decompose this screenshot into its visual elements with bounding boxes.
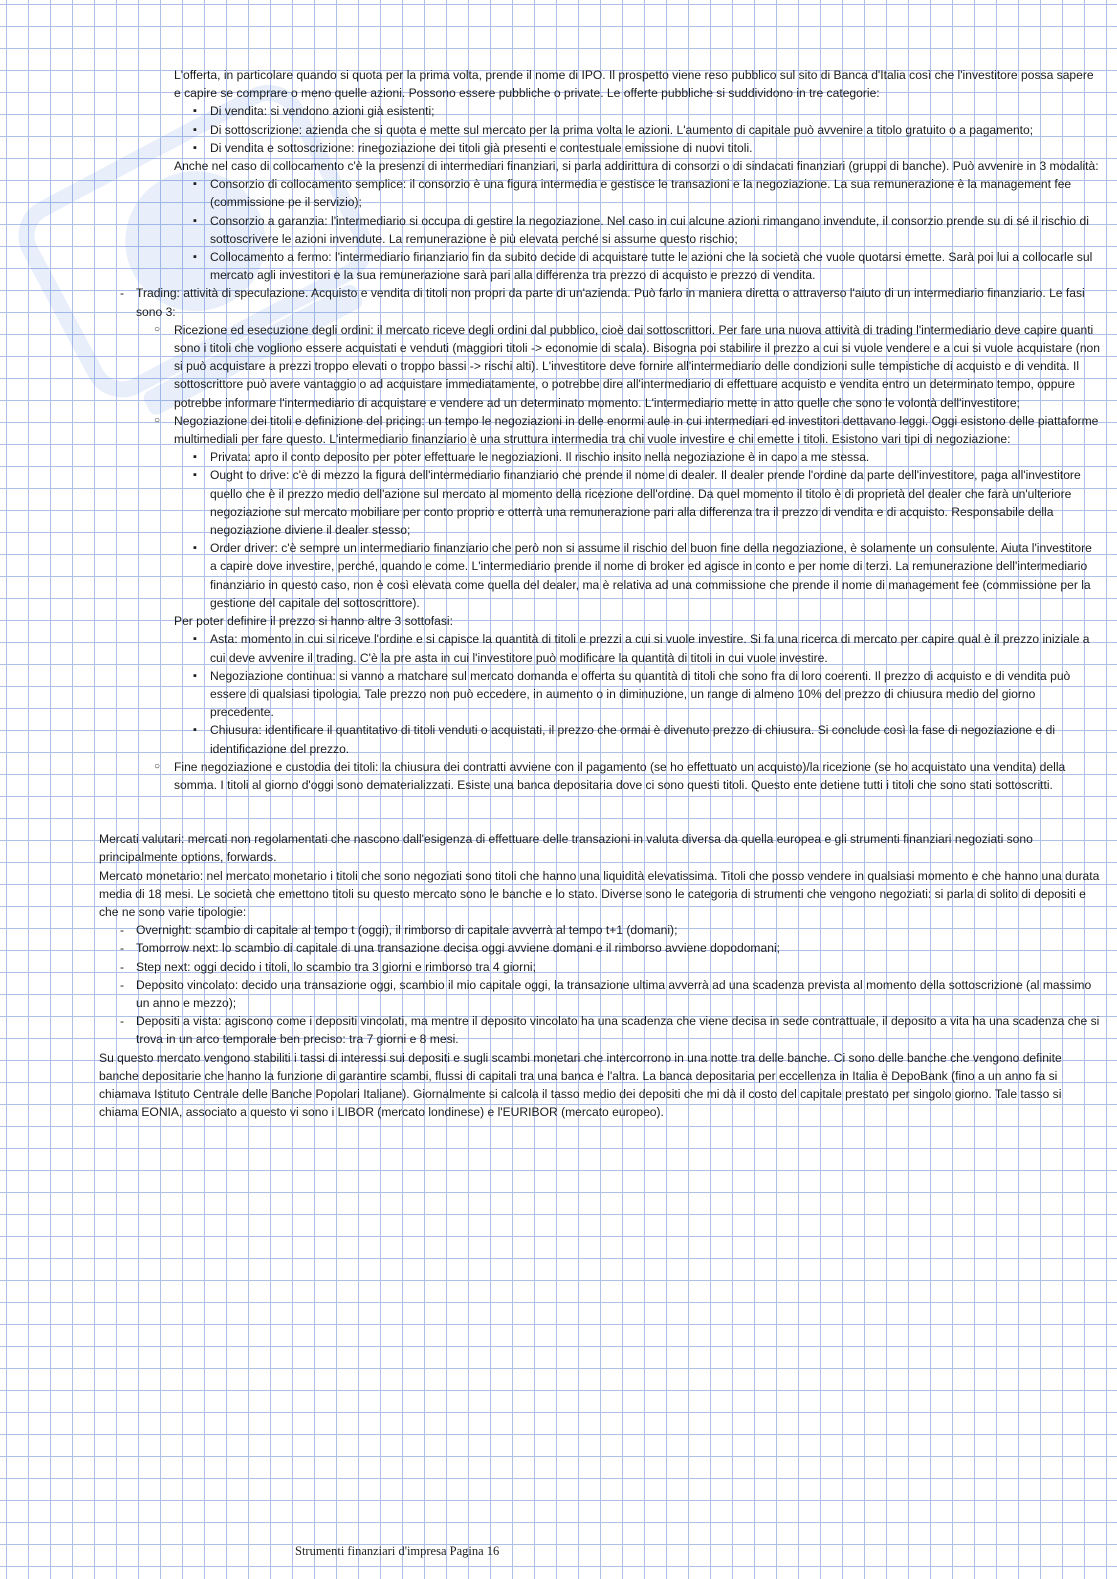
list-item: ▪ Di vendita: si vendono azioni già esistenti;	[0, 102, 1117, 120]
list-item: ▪ Chiusura: identificare il quantitativo di titoli venduti o acquistati, il prezzo che ormai è divenuto prezzo di chiusura. Si conclude così la fase di negoziazione e di identificazione del prezzo.	[0, 721, 1117, 757]
list-item: ▪ Consorzio di collocamento semplice: il consorzio è una figura intermedia e gestisce le transazioni e la negoziazione. La sua remunerazione è la management fee (commissione pe il servizio);	[0, 175, 1117, 211]
paragraph-ipo: L'offerta, in particolare quando si quota per la prima volta, prende il nome di IPO. Il prospetto viene reso pubblico sul sito di Banca d'Italia così che l'investitore possa sapere e capire se comprare o meno quelle azioni. Possono essere pubbliche o private. Le offerte pubbliche si suddividono in tre categorie:	[174, 68, 1094, 101]
page-footer: Strumenti finanziari d'impresa Pagina 16	[295, 1544, 500, 1558]
fase-custodia: ○ Fine negoziazione e custodia dei titoli: la chiusura dei contratti avviene con il pagamento (se ho effettuato un acquisto)/la ricezione (se ho acquistato una vendita) della somma. I titoli al giorno d'oggi sono dematerializzati. Esiste una banca depositaria dove ci sono questi titoli. Questo ente detiene tutti i titoli che sono stati sottoscritti.	[0, 758, 1117, 794]
list-item: ▪ Privata: apro il conto deposito per poter effettuare le negoziazioni. Il rischio insito nella negoziazione è in capo a me stessa.	[0, 448, 1117, 466]
paragraph-valutari: Mercati valutari: mercati non regolamentati che nascono dall'esigenza di effettuare delle transazioni in valuta diversa da quella europea e gli strumenti finanziari negoziati sono principalmente options, forwards.	[99, 832, 1033, 865]
list-item: ▪ Collocamento a fermo: l'intermediario finanziario fin da subito decide di acquistare tutte le azioni che la società che vuole quotarsi emette. Sarà poi lui a collocarle sul mercato agli investitori e la sua remunerazione sarà pari alla differenza tra prezzo di acquisto e prezzo di vendita.	[0, 248, 1117, 284]
list-item: - Deposito vincolato: decido una transazione oggi, scambio il mio capitale oggi, la transazione ultima avverrà ad una scadenza prevista al momento della sottoscrizione (al massimo un anno e mezzo);	[0, 976, 1117, 1012]
list-item: - Depositi a vista: agiscono come i depositi vincolati, ma mentre il deposito vincolato ha una scadenza che viene decisa in sede contrattuale, il deposito a vita ha una scadenza che si trova in un arco temporale ben preciso: tra 7 giorni e 8 mesi.	[0, 1012, 1117, 1048]
list-item: ▪ Di vendita e sottoscrizione: rinegoziazione dei titoli già presenti e contestuale emissione di nuovi titoli.	[0, 139, 1117, 157]
offers-list	[0, 102, 1117, 157]
fase-ricezione: ○ Ricezione ed esecuzione degli ordini: il mercato riceve degli ordini dal pubblico, cioè dai sottoscrittori. Per fare una nuova attività di trading l'intermediario deve capire quanti sono i titoli che vogliono essere acquistati e venduti (maggiori titoli -> economie di scala). Bisogna poi stabilire il prezzo a cui si vuole vendere e a cui si vuole acquistare (non si può acquistare a prezzi troppo elevati o troppo bassi -> rischi alti). L'investitore deve fornire all'intermediario delle condizioni sulle tempistiche di acquisto e di vendita. Il sottoscrittore può avere vantaggio o ad acquistare immediatamente, o potrebbe dire all'intermediario di effettuare acquisto e vendita entro un determinato tempo, oppure potrebbe informare l'intermediario di acquistare e vendere ad un determinato momento. L'intermediario mette in atto quelle che sono le volontà dell'investitore;	[0, 321, 1117, 412]
paragraph-collocamento: Anche nel caso di collocamento c'è la presenzi di intermediari finanziari, si parla addirittura di consorzi o di sindacati finanziari (gruppi di banche). Può avvenire in 3 modalità:	[174, 159, 1099, 174]
list-item: - Tomorrow next: lo scambio di capitale di una transazione decisa oggi avviene domani e il rimborso avviene dopodomani;	[0, 939, 1117, 957]
list-item: ▪ Asta: momento in cui si riceve l'ordine e si capisce la quantità di titoli e prezzi a cui si vuole investire. Si fa una ricerca di mercato per capire qual è il prezzo iniziale a cui deve avvenire il trading. C'è la pre asta in cui l'investitore può modificare la quantità di titoli in cui vuole investire.	[0, 630, 1117, 666]
list-item: - Overnight: scambio di capitale al tempo t (oggi), il rimborso di capitale avverrà al tempo t+1 (domani);	[0, 921, 1117, 939]
document-body	[0, 66, 1117, 1121]
trading-item: - Trading: attività di speculazione. Acquisto e vendita di titoli non propri da parte di un'azienda. Può farlo in maniera diretta o attraverso l'aiuto di un intermediario finanziario. Le fasi sono 3:	[0, 284, 1117, 320]
list-item: ▪ Consorzio a garanzia: l'intermediario si occupa di gestire la negoziazione. Nel caso in cui alcune azioni rimangano invendute, il consorzio prende su di sé il rischio di sottoscrivere le azioni invendute. La remunerazione è più elevata perché si assume questo rischio;	[0, 212, 1117, 248]
paragraph-monetario: Mercato monetario: nel mercato monetario i titoli che sono negoziati sono titoli che hanno una liquidità elevatissima. Titoli che posso vendere in qualsiasi momento e che hanno una durata media di 18 mesi. Le società che emettono titoli su questo mercato sono le banche e lo stato. Diverse sono le categoria di strumenti che vengono negoziati: si parla di solito di depositi e che ne sono varie tipologie:	[99, 868, 1100, 919]
negoziazioni-list	[0, 448, 1117, 612]
consorzi-list	[0, 175, 1117, 284]
fase-negoziazione: ○ Negoziazione dei titoli e definizione del pricing: un tempo le negoziazioni in delle enormi aule in cui intermediari ed investitori dettavano leggi. Oggi esistono delle piattaforme multimediali per fare questo. L'intermediario finanziario è una struttura intermedia tra chi vuole investire e chi emette i titoli. Esistono vari tipi di negoziazione:	[0, 412, 1117, 448]
list-item: ▪ Di sottoscrizione: azienda che si quota e mette sul mercato per la prima volta le azioni. L'aumento di capitale può avvenire a titolo gratuito o a pagamento;	[0, 121, 1117, 139]
list-item: ▪ Negoziazione continua: si vanno a matchare sul mercato domanda e offerta su quantità di titoli che sono fra di loro coerenti. Il prezzo di acquisto e di vendita può essere di qualsiasi tipologia. Tale prezzo non può eccedere, in aumento o in diminuzione, un range di almeno 10% del prezzo di chiusura medio del giorno precedente.	[0, 667, 1117, 722]
depositi-list	[0, 921, 1117, 1048]
list-item: ▪ Order driver: c'è sempre un intermediario finanziario che però non si assume il rischio del buon fine della negoziazione, è solamente un consulente. Aiuta l'investitore a capire dove investire, perché, quando e come. L'intermediario prende il nome di broker ed agisce in conto e per nome di terzi. La remunerazione dell'intermediario finanziario in questo caso, non è così elevata come quella del dealer, ma è relativa ad una commissione che prende il nome di management fee (commissione per la gestione del capitale del sottoscrittore).	[0, 539, 1117, 612]
paragraph-tassi: Su questo mercato vengono stabiliti i tassi di interessi sui depositi e sugli scambi monetari che intercorrono in una notte tra delle banche. Ci sono delle banche che vengono definite banche depositarie che hanno la funzione di garantire scambi, flussi di capitali tra una banca e l'altra. La banca depositaria per eccellenza in Italia è DepoBank (fino a un anno fa si chiamava Istituto Centrale delle Banche Popolari Italiane). Giornalmente si calcola il tasso medio dei depositi che mi dà il costo del capitale prestato per singolo giorno. Tale tasso si chiama EONIA, associato a questo vi sono i LIBOR (mercato londinese) e l'EURIBOR (mercato europeo).	[99, 1050, 1062, 1120]
sottofasi-list	[0, 630, 1117, 757]
paragraph-prezzo: Per poter definire il prezzo si hanno altre 3 sottofasi:	[174, 614, 453, 629]
list-item: - Step next: oggi decido i titoli, lo scambio tra 3 giorni e rimborso tra 4 giorni;	[0, 958, 1117, 976]
list-item: ▪ Ought to drive: c'è di mezzo la figura dell'intermediario finanziario che prende il nome di dealer. Il dealer prende l'ordine da parte dell'investitore, paga all'investitore quello che è il prezzo medio dell'azione sul mercato al momento della ricezione dell'ordine. Da quel momento il titolo è di proprietà del dealer che farà un'ulteriore negoziazione sul mercato mobiliare per conto proprio e otterrà una remunerazione pari alla differenza tra il prezzo di vendita e di acquisto. Responsabile della negoziazione diviene il dealer stesso;	[0, 466, 1117, 539]
